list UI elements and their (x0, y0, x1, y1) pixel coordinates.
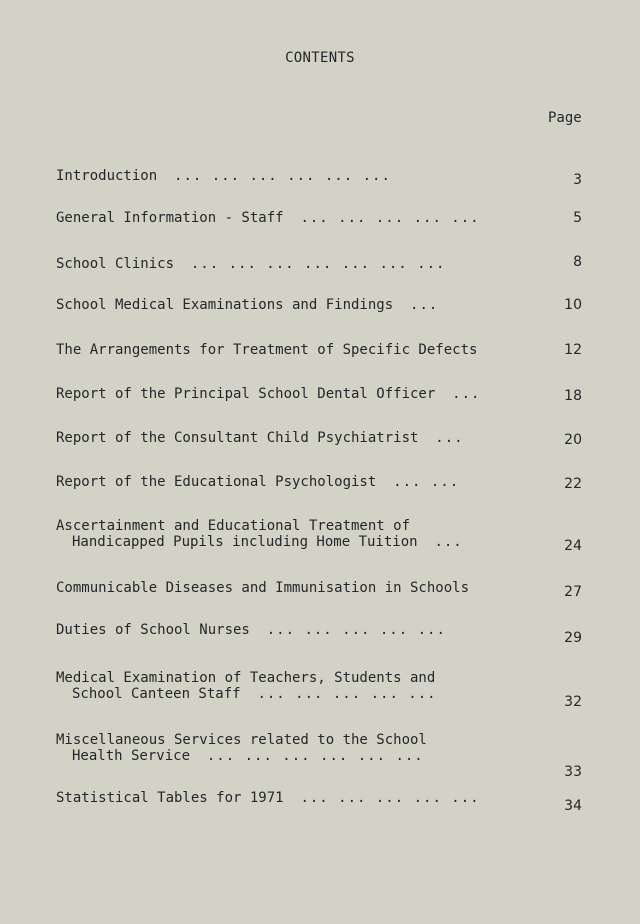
dot-leader: ... ... ... ... ... (257, 686, 437, 702)
entry-title-text: School Clinics (56, 256, 175, 272)
page-column-label: Page (548, 110, 582, 126)
entry-title-text: School Medical Examinations and Findings (56, 297, 394, 313)
contents-entry (56, 210, 586, 226)
entry-page-number: 32 (564, 694, 582, 710)
entry-title-text: General Information - Staff (56, 210, 284, 226)
contents-entry (56, 168, 586, 188)
entry-title-line (56, 622, 586, 638)
entry-title-line: Medical Examination of Teachers, Students and (56, 670, 436, 686)
entry-page-number: 10 (564, 297, 582, 313)
dot-leader: ... ... ... ... ... (300, 210, 480, 226)
entry-page-number: 20 (564, 432, 582, 448)
contents-entry (56, 580, 586, 600)
entry-title-line (56, 256, 586, 272)
entry-page-number: 3 (573, 172, 582, 188)
contents-entry (56, 297, 586, 313)
entry-title-text: Duties of School Nurses (56, 622, 250, 638)
dot-leader: ... ... ... ... ... ... (174, 168, 391, 184)
dot-leader: ... ... ... ... ... ... (206, 748, 424, 764)
entry-page-number: 22 (564, 476, 582, 492)
entry-page-number: 5 (573, 210, 582, 226)
entry-title-text: Statistical Tables for 1971 (56, 790, 284, 806)
entry-title-line: The Arrangements for Treatment of Specific Defects (56, 342, 478, 358)
contents-entry (56, 430, 586, 446)
entry-title-line (56, 686, 586, 702)
entry-title-line (56, 386, 586, 402)
contents-entry (56, 342, 586, 358)
entry-page-number: 34 (564, 798, 582, 814)
entry-title-line (56, 534, 586, 550)
dot-leader: ... (452, 386, 481, 402)
page-title: CONTENTS (285, 50, 355, 66)
entry-page-number: 33 (564, 764, 582, 780)
entry-title-line (56, 210, 586, 226)
entry-title-line (56, 430, 586, 446)
entry-title-text: Report of the Principal School Dental Officer (56, 386, 436, 402)
entry-title-line (56, 790, 586, 806)
entry-title-text: Report of the Consultant Child Psychiatrist (56, 430, 419, 446)
entry-title-line (56, 748, 586, 764)
dot-leader: ... (434, 534, 463, 550)
entry-page-number: 8 (573, 254, 582, 270)
dot-leader: ... ... ... ... ... (300, 790, 480, 806)
entry-title-line: Ascertainment and Educational Treatment of (56, 518, 411, 534)
entry-page-number: 24 (564, 538, 582, 554)
contents-entry (56, 622, 586, 646)
dot-leader: ... (410, 297, 439, 313)
contents-entry (56, 732, 586, 780)
contents-entry (56, 474, 586, 490)
entry-title-line: Miscellaneous Services related to the School (56, 732, 427, 748)
entry-title-text: School Canteen Staff (72, 686, 241, 702)
contents-entry (56, 386, 586, 402)
dot-leader: ... ... (393, 474, 460, 490)
contents-entry (56, 670, 586, 710)
entry-title-text: Handicapped Pupils including Home Tuition (72, 534, 418, 550)
contents-entry (56, 256, 586, 272)
entry-title-line (56, 168, 586, 184)
entry-title-text: Health Service (72, 748, 191, 764)
entry-title-line: Communicable Diseases and Immunisation in Schools (56, 580, 470, 596)
entry-title-line (56, 297, 586, 313)
entry-page-number: 29 (564, 630, 582, 646)
dot-leader: ... ... ... ... ... (266, 622, 446, 638)
entry-title-text: Report of the Educational Psychologist (56, 474, 377, 490)
contents-entry (56, 790, 586, 814)
entry-title-line (56, 474, 586, 490)
entry-title-text: Introduction (56, 168, 158, 184)
contents-entry (56, 518, 586, 554)
entry-page-number: 18 (564, 388, 582, 404)
entry-page-number: 27 (564, 584, 582, 600)
dot-leader: ... (435, 430, 464, 446)
entry-page-number: 12 (564, 342, 582, 358)
dot-leader: ... ... ... ... ... ... ... (190, 256, 446, 272)
